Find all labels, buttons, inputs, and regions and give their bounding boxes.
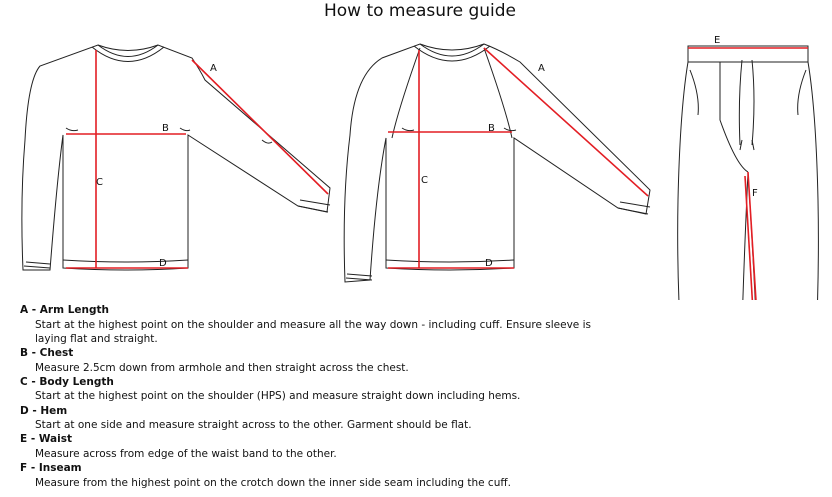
legend-item-chest [20,346,820,375]
label-d-shirt2: D [485,258,493,269]
page-title: How to measure guide [323,1,517,21]
label-a-shirt2: A [538,63,545,74]
legend-description: Measure from the highest point on the crotch down the inner side seam including the cuff. [35,476,511,489]
raglan-sleeve-shirt-illustration [344,44,650,282]
legend-item-inseam [20,461,820,490]
legend-item-waist [20,432,820,461]
label-c-shirt1: C [96,177,103,188]
legend-item-hem [20,404,820,433]
legend-description: Measure 2.5cm down from armhole and then straight across the chest. [35,361,409,374]
legend-label: C - Body Length [20,375,114,388]
pants-measure-lines [688,48,808,300]
label-c-shirt2: C [421,175,428,186]
label-f-pants: F [752,188,758,199]
legend-label: A - Arm Length [20,304,109,316]
set-in-sleeve-shirt-illustration [22,45,330,270]
legend-description: Start at the highest point on the shoulder and measure all the way down - including cuff. Ensure sleeve is laying flat and straight. [35,318,591,345]
set-in-sleeve-measure-lines [66,50,328,268]
legend-label: B - Chest [20,347,74,359]
legend-item-arm-length [20,303,820,346]
measurement-legend [20,303,820,490]
label-d-shirt1: D [159,258,167,269]
legend-description: Start at the highest point on the shoulder (HPS) and measure straight down including hems. [35,390,521,403]
label-e-pants: E [714,35,721,46]
legend-item-body-length [20,375,820,404]
legend-label: F - Inseam [20,462,82,475]
raglan-sleeve-measure-lines [388,48,648,268]
label-b-shirt2: B [488,123,495,134]
legend-description: Measure across from edge of the waist band to the other. [35,447,337,460]
legend-label: E - Waist [20,433,73,446]
legend-description: Start at one side and measure straight across to the other. Garment should be flat. [35,419,472,432]
label-b-shirt1: B [162,123,169,134]
label-a-shirt1: A [210,63,217,74]
legend-label: D - Hem [20,404,68,417]
